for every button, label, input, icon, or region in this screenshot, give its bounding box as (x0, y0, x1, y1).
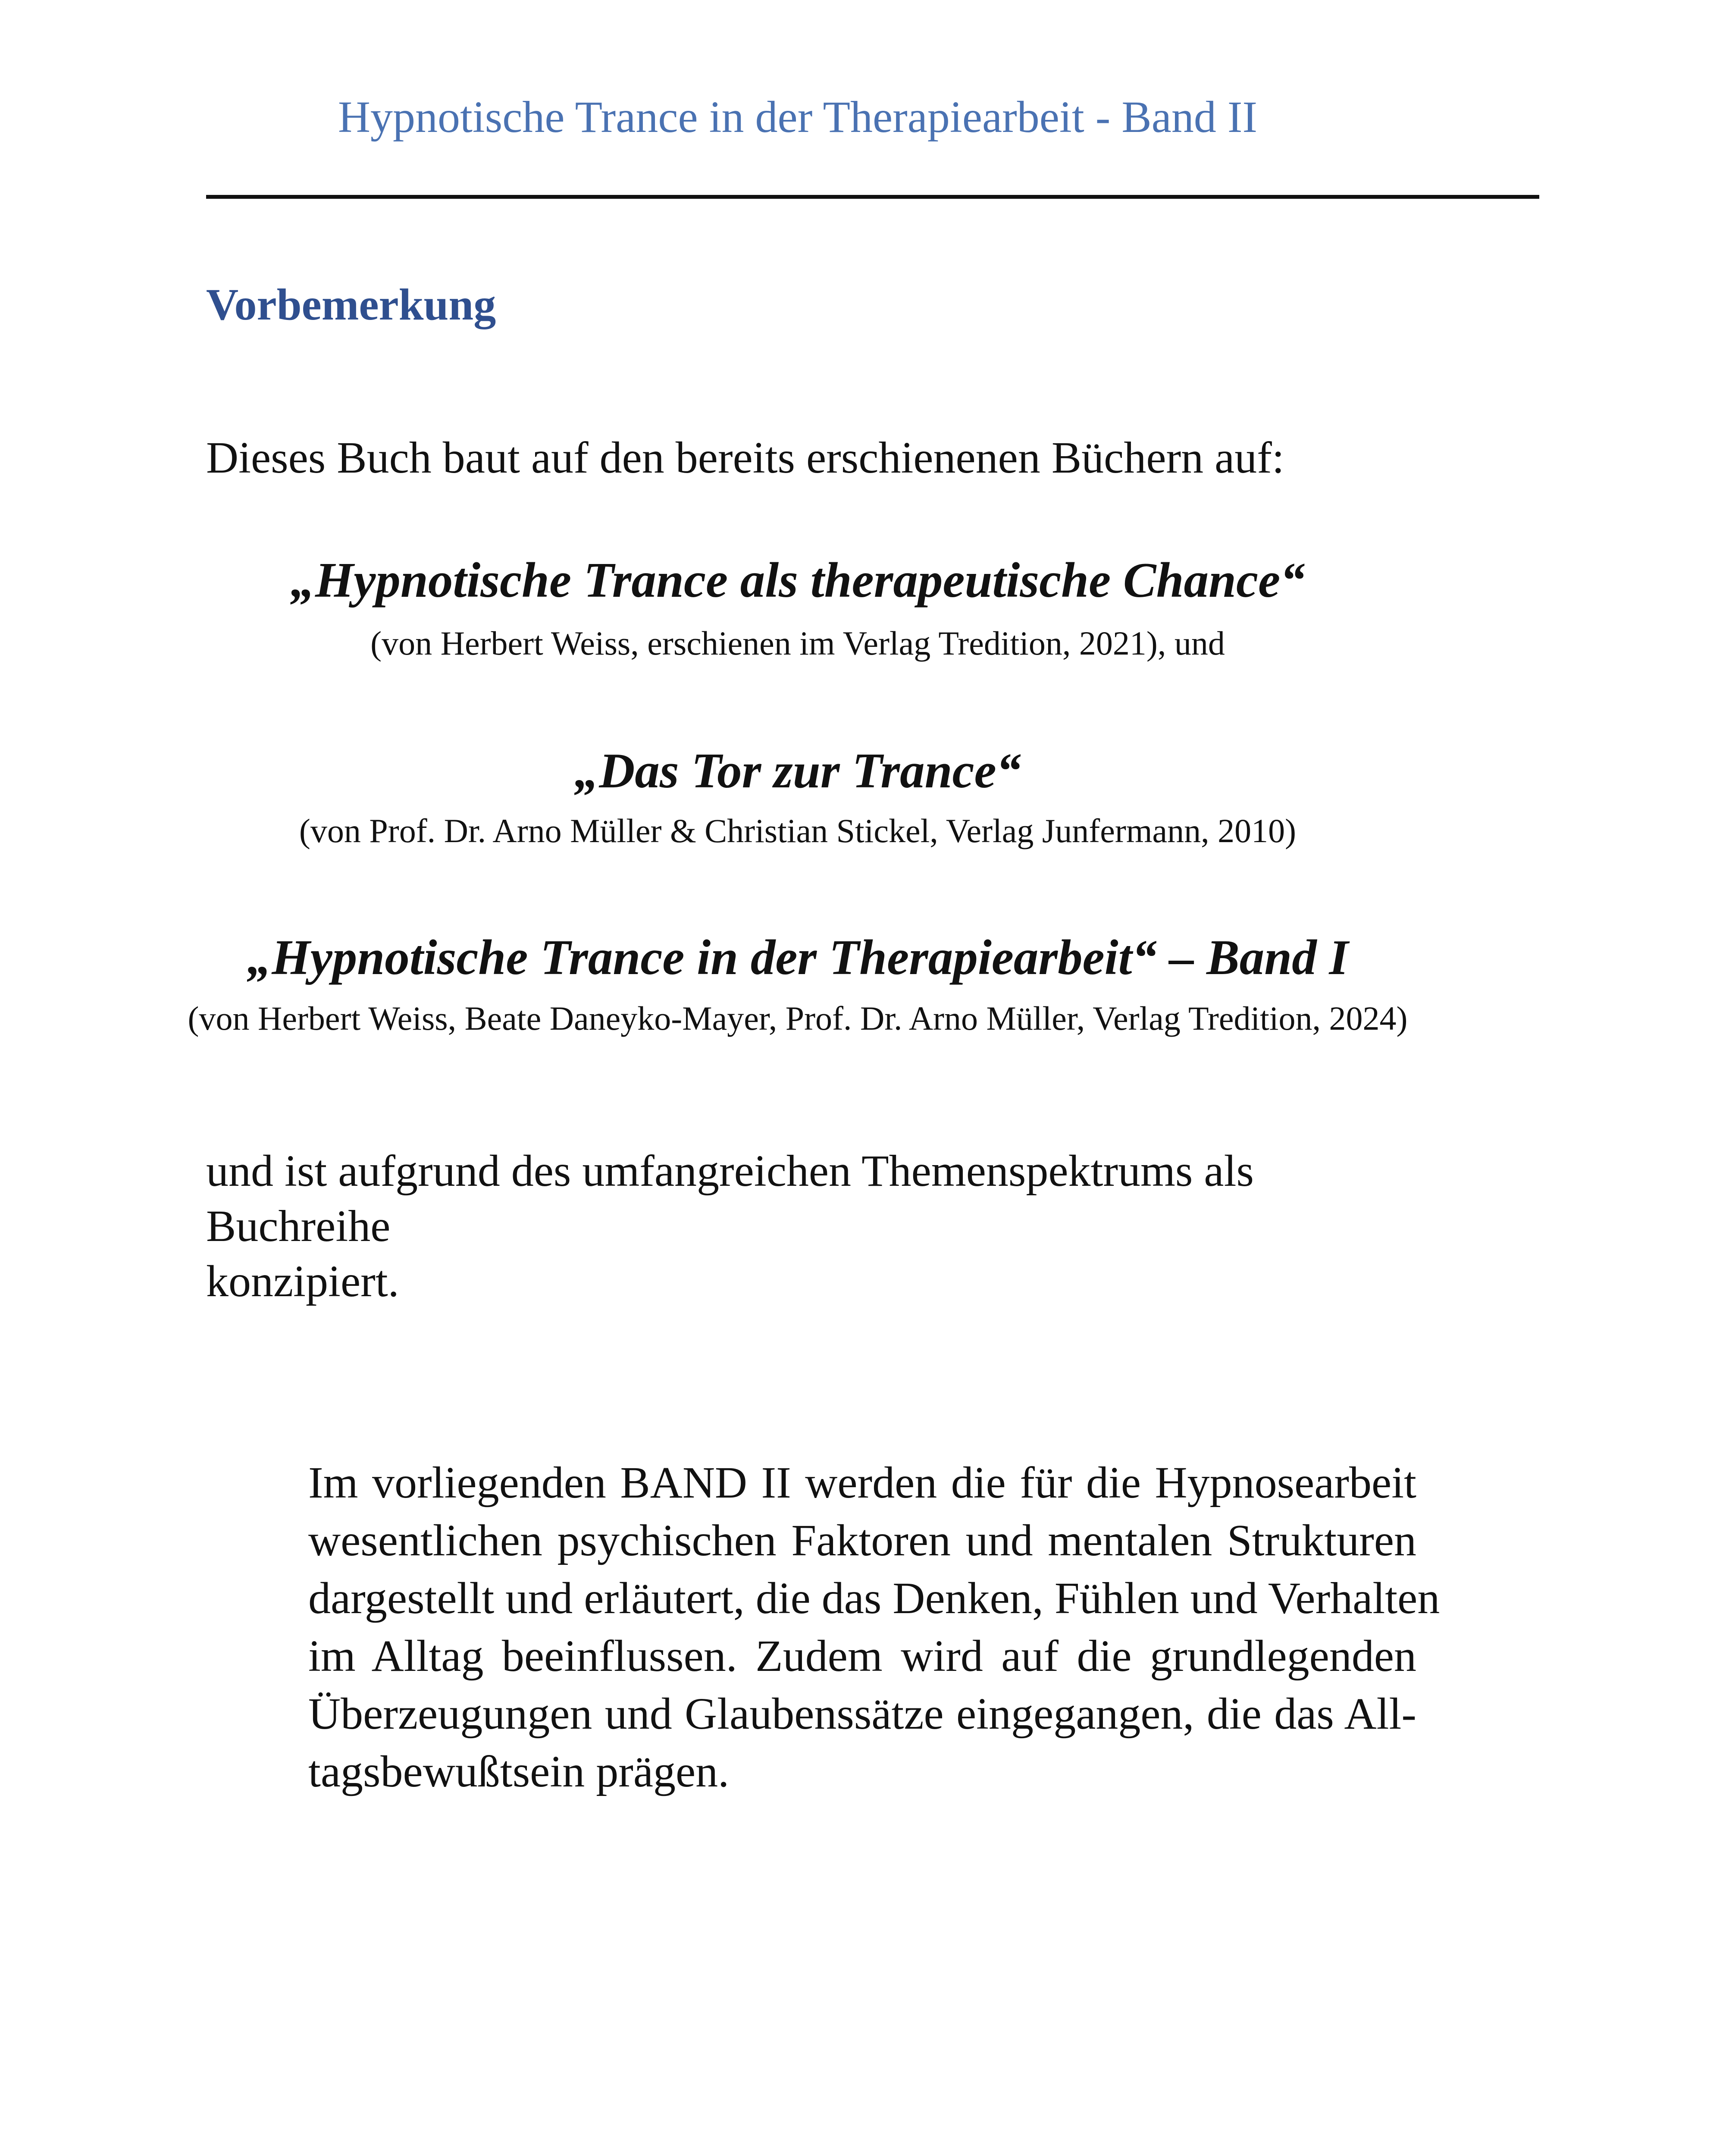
book-title-1: „Hypnotische Trance als therapeutische Chance“ (290, 553, 1305, 608)
header-divider (206, 195, 1539, 199)
band-note-line: tagsbewußtsein prägen. (308, 1747, 730, 1796)
continuation-line: und ist aufgrund des umfangreichen Themenspektrums als Buchreihe (206, 1146, 1254, 1251)
band-note-line: dargestellt und erläutert, die das Denken, Fühlen und Verhalten (308, 1573, 1440, 1623)
book-meta-1: (von Herbert Weiss, erschienen im Verlag Tredition, 2021), und (370, 624, 1225, 662)
band-note-line: Überzeugungen und Glaubenssätze eingegangen, die das All- (308, 1689, 1416, 1739)
band-note-line: im Alltag beeinflussen. Zudem wird auf die grundlegenden (308, 1631, 1416, 1681)
band-note-line: Im vorliegenden BAND II werden die für die Hypnosearbeit (308, 1458, 1416, 1507)
book-meta-2: (von Prof. Dr. Arno Müller & Christian Stickel, Verlag Junfermann, 2010) (299, 812, 1297, 849)
band-ii-note (308, 1454, 1440, 1801)
intro-sentence: Dieses Buch baut auf den bereits erschienenen Büchern auf: (206, 433, 1284, 483)
continuation-line: konzipiert. (206, 1257, 399, 1306)
continuation-paragraph (206, 1144, 1435, 1309)
book-title-3: „Hypnotische Trance in der Therapiearbeit“ – Band I (247, 930, 1349, 985)
book-meta-3: (von Herbert Weiss, Beate Daneyko-Mayer, Prof. Dr. Arno Müller, Verlag Tredition, 2024) (188, 1000, 1408, 1037)
band-note-line: wesentlichen psychischen Faktoren und mentalen Strukturen (308, 1516, 1416, 1565)
section-heading: Vorbemerkung (206, 280, 496, 329)
book-title-2: „Das Tor zur Trance“ (574, 743, 1021, 798)
running-header-title: Hypnotische Trance in der Therapiearbeit - Band II (338, 92, 1258, 142)
